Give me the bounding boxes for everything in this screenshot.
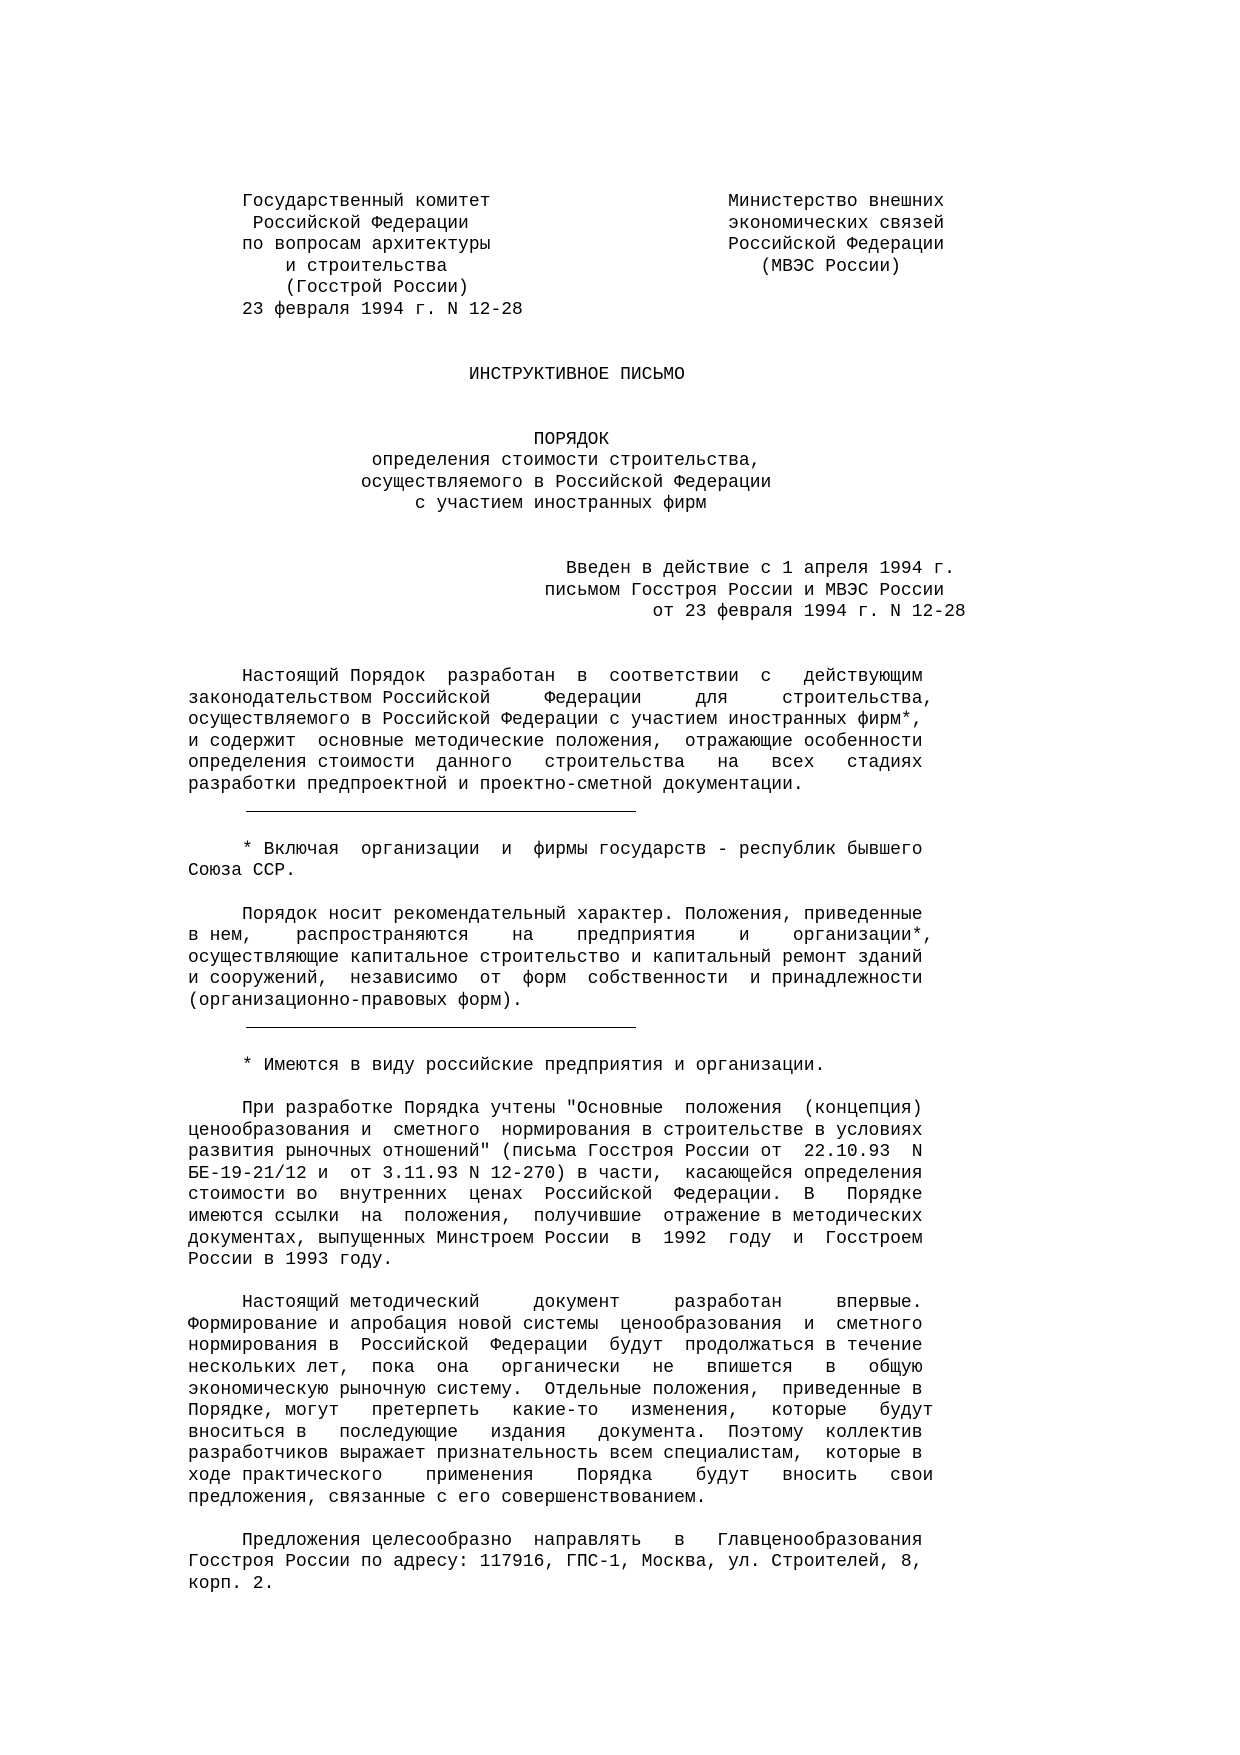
footnote-separator	[246, 811, 636, 812]
document-text: Государственный комитет Министерство внешних Российской Федерации экономических связей по вопросам архитектуры Российской Федерации и строительства (МВЭС России) (Госстрой России) 23 февраля 1994 г. N 12-28 ИНСТРУКТИВНОЕ ПИСЬМО ПОРЯДОК определения стоимости строительства, осуществляемого в Российской Федерации с участием иностранных фирм Введен в действие с 1 апреля 1994 г. письмом Госстроя России и МВЭС России от 23 февраля 1994 г. N 12-28 Настоящий Порядок разработан в соответствии с действующим законодательством Российской Федерации для строительства, осуществляемого в Российской Федерации с участием иностранных фирм*, и содержит основные методические положения, отражающие особенности определения стоимости данного строительства на всех стадиях разработки предпроектной и проектно-сметной документации. * Включая организации и фирмы государств - республик бывшего Союза ССР. Порядок носит рекомендательный характер. Положения, приведенные в нем, распространяются на предприятия и организации*, осуществляющие капитальное строительство и капитальный ремонт зданий и сооружений, независимо от форм собственности и принадлежности (организационно-правовых форм). * Имеются в виду российские предприятия и организации. При разработке Порядка учтены "Основные положения (концепция) ценообразования и сметного нормирования в строительстве в условиях развития рыночных отношений" (письма Госстроя России от 22.10.93 N БЕ-19-21/12 и от 3.11.93 N 12-270) в части, касающейся определения стоимости во внутренних ценах Российской Федерации. В Порядке имеются ссылки на положения, получившие отражение в методических документах, выпущенных Минстроем России в 1992 году и Госстроем России в 1993 году. Настоящий методический документ разработан впервые. Формирование и апробация новой системы ценообразования и сметного нормирования в Российской Федерации будут продолжаться в течение нескольких лет, пока она органически не впишется в общую экономическую рыночную систему. Отдельные положения, приведенные в Порядке, могут претерпеть какие-то изменения, которые будут вноситься в последующие издания документа. Поэтому коллектив разработчиков выражает признательность всем специалистам, которые в ходе практического применения Порядка будут вносить свои предложения, связанные с его совершенствованием. Предложения целесообразно направлять в Главценообразования Госстроя России по адресу: 117916, ГПС-1, Москва, ул. Строителей, 8, корп. 2.	[188, 192, 966, 1594]
footnote-separator	[246, 1027, 636, 1028]
